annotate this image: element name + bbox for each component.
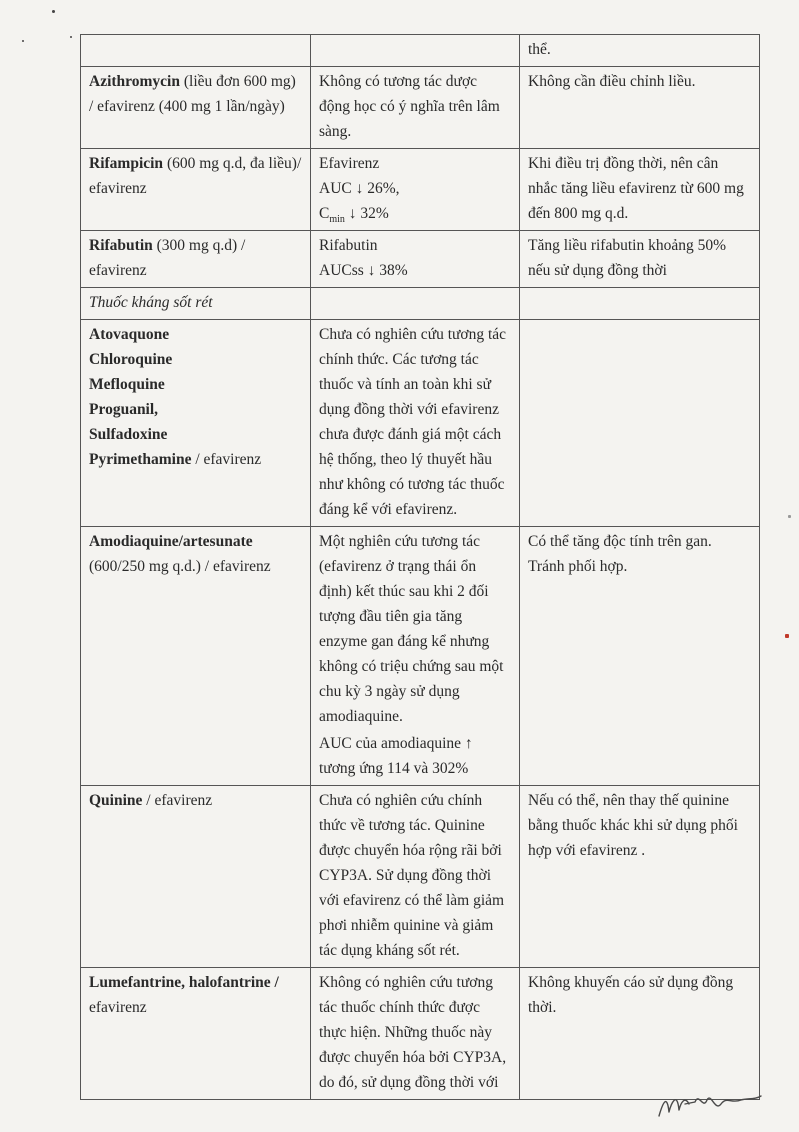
effect-cmin: [319, 201, 511, 226]
drug-cell: [81, 35, 311, 67]
scan-speck: [22, 40, 24, 42]
drug-name: Quinine: [89, 792, 143, 809]
drug-list-item: [89, 397, 302, 422]
drug-name: Rifabutin: [89, 237, 153, 254]
scan-speck: [52, 10, 55, 13]
drug-cell: [81, 320, 311, 527]
drug-dosing: (600/250 mg q.d.) / efavirenz: [89, 558, 271, 575]
recommendation-cell: [520, 67, 760, 149]
effect-cell: [311, 67, 520, 149]
drug-dosing: (liều đơn 600 mg) / efavirenz (400 mg 1 lần/ngày): [89, 73, 296, 115]
scan-edge-mark: [788, 515, 791, 518]
effect-cell: [311, 149, 520, 231]
effect-text: Chưa có nghiên cứu chính thức về tương tác. Quinine được chuyển hóa rộng rãi bởi CYP3A. Sử dụng đồng thời với efavirenz có thể làm giảm phơi nhiễm quinine và giảm tác dụng kháng sốt rét.: [319, 792, 505, 959]
table-row: [81, 786, 760, 968]
effect-cell: [311, 527, 520, 786]
drug-list-item: [89, 347, 302, 372]
effect-text: AUCss ↓ 38%: [319, 262, 408, 279]
drug-dosing: / efavirenz: [191, 451, 262, 468]
effect-cell: [311, 786, 520, 968]
scan-speck: [70, 36, 72, 38]
drug-cell: [81, 231, 311, 288]
effect-cell: [311, 35, 520, 67]
table-row: [81, 968, 760, 1100]
table-row: [81, 35, 760, 67]
table-row: [81, 288, 760, 320]
table-row: [81, 320, 760, 527]
recommendation-text: Nếu có thể, nên thay thế quinine bằng thuốc khác khi sử dụng phối hợp với efavirenz .: [528, 792, 738, 859]
effect-text: AUC ↓ 26%,: [319, 180, 400, 197]
handwritten-signature: [655, 1082, 765, 1122]
drug-dosing: (600 mg q.d, đa liều)/ efavirenz: [89, 155, 302, 197]
drug-cell: [81, 67, 311, 149]
drug-cell: [81, 786, 311, 968]
drug-cell: [81, 968, 311, 1100]
cmin-value: ↓ 32%: [344, 205, 389, 222]
drug-list-item: [89, 422, 302, 447]
recommendation-text: Không khuyến cáo sử dụng đồng thời.: [528, 974, 734, 1016]
cmin-symbol: C: [319, 205, 330, 222]
drug-name: Azithromycin: [89, 73, 180, 90]
drug-list-item: [89, 322, 302, 347]
effect-text: Không có tương tác dược động học có ý nghĩa trên lâm sàng.: [319, 73, 500, 140]
drug-name: Sulfadoxine: [89, 426, 168, 443]
cmin-subscript: min: [329, 214, 345, 226]
table-row: [81, 231, 760, 288]
recommendation-cell: [520, 35, 760, 67]
drug-name: Atovaquone: [89, 326, 170, 343]
drug-list-item: [89, 447, 302, 472]
recommendation-text: thể.: [528, 41, 551, 58]
recommendation-cell: [520, 786, 760, 968]
recommendation-text: Khi điều trị đồng thời, nên cân nhắc tăng liều efavirenz từ 600 mg đến 800 mg q.d.: [528, 155, 744, 222]
table-row: [81, 67, 760, 149]
drug-name: Amodiaquine/artesunate: [89, 533, 253, 550]
drug-cell: [81, 527, 311, 786]
recommendation-cell: [520, 288, 760, 320]
scan-edge-mark: [785, 634, 789, 638]
effect-text: Chưa có nghiên cứu tương tác chính thức. Các tương tác thuốc và tính an toàn khi sử dụng đồng thời với efavirenz chưa được đánh giá một cách hệ thống, theo lý thuyết hầu như không có tương tác thuốc đáng kể với efavirenz.: [319, 326, 507, 518]
table-row: [81, 149, 760, 231]
table-row: [81, 527, 760, 786]
recommendation-text: Tăng liều rifabutin khoảng 50% nếu sử dụng đồng thời: [528, 237, 727, 279]
recommendation-cell: [520, 149, 760, 231]
drug-cell: [81, 149, 311, 231]
drug-dosing: (300 mg q.d) / efavirenz: [89, 237, 246, 279]
effect-text: Rifabutin: [319, 237, 378, 254]
effect-cell: [311, 288, 520, 320]
effect-text: Efavirenz: [319, 155, 380, 172]
recommendation-cell: [520, 527, 760, 786]
recommendation-cell: [520, 320, 760, 527]
drug-dosing: / efavirenz: [142, 792, 213, 809]
drug-name: Mefloquine: [89, 376, 165, 393]
effect-cell: [311, 968, 520, 1100]
recommendation-text: Tránh phối hợp.: [528, 558, 628, 575]
drug-name: Rifampicin: [89, 155, 164, 172]
recommendation-text: Không cần điều chỉnh liều.: [528, 73, 696, 90]
effect-cell: [311, 320, 520, 527]
recommendation-cell: [520, 231, 760, 288]
drug-interaction-table: [80, 34, 760, 1100]
drug-name: Pyrimethamine: [89, 451, 192, 468]
drug-list-item: [89, 372, 302, 397]
effect-text: AUC của amodiaquine ↑ tương ứng 114 và 302%: [319, 735, 473, 777]
effect-text: Không có nghiên cứu tương tác thuốc chính thức được thực hiện. Những thuốc này được chuyển hóa bởi CYP3A, do đó, sử dụng đồng thời với: [319, 974, 507, 1091]
recommendation-cell: [520, 968, 760, 1100]
recommendation-text: Có thể tăng độc tính trên gan.: [528, 533, 712, 550]
drug-name: Chloroquine: [89, 351, 173, 368]
drug-name: Lumefantrine, halofantrine /: [89, 974, 279, 991]
category-heading: Thuốc kháng sốt rét: [81, 288, 311, 320]
drug-name: Proguanil,: [89, 401, 159, 418]
drug-dosing: efavirenz: [89, 999, 147, 1016]
effect-text: Một nghiên cứu tương tác (efavirenz ở trạng thái ổn định) kết thúc sau khi 2 đối tượng đầu tiên gia tăng enzyme gan đáng kể nhưng không có triệu chứng sau một chu kỳ 3 ngày sử dụng amodiaquine.: [319, 533, 504, 725]
effect-cell: [311, 231, 520, 288]
